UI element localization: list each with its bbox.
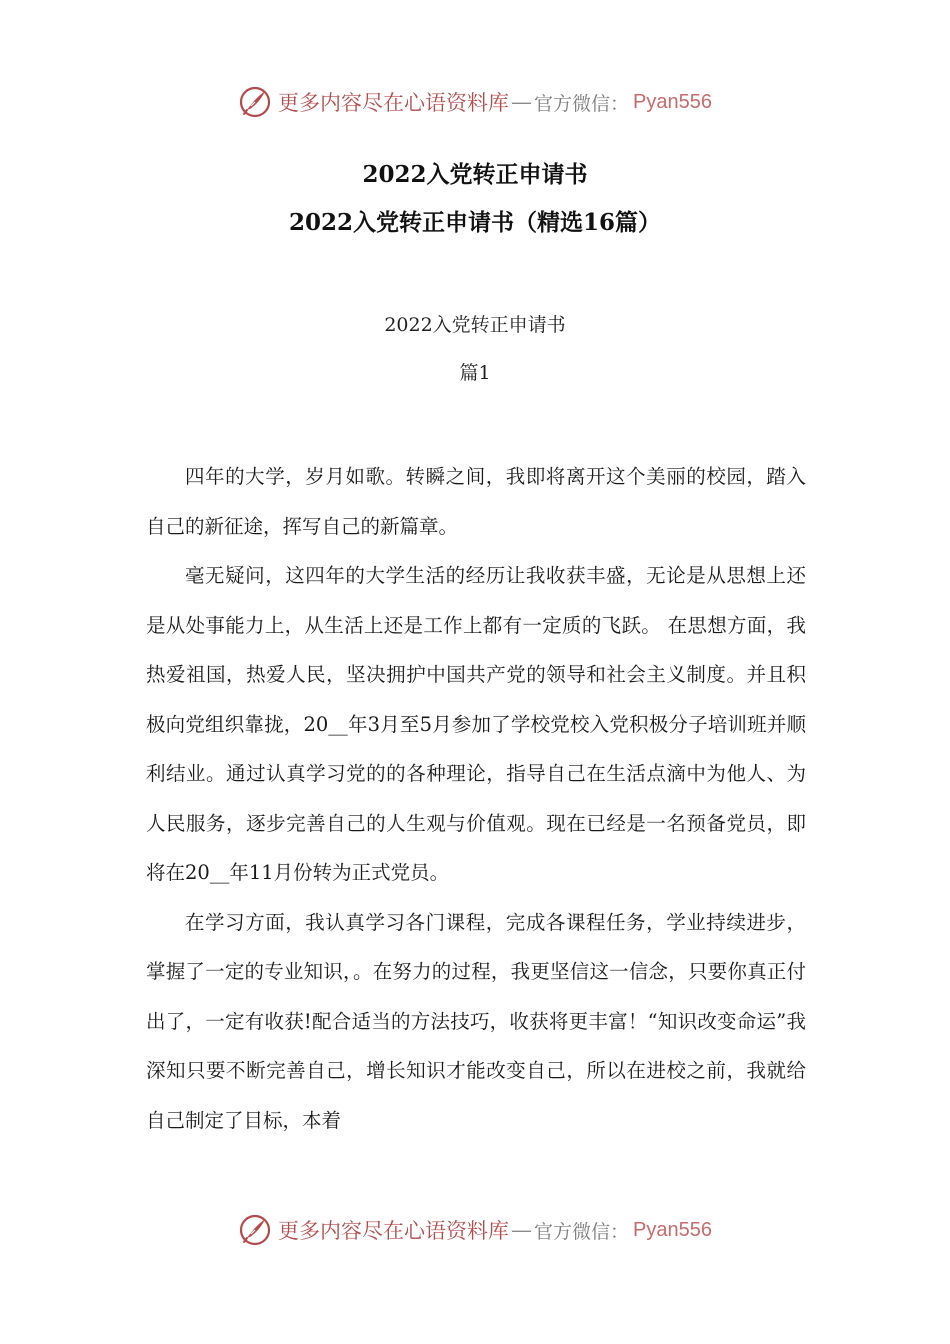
section-title: 2022入党转正申请书 bbox=[384, 314, 566, 336]
document-body bbox=[146, 452, 806, 1145]
watermark-text: 更多内容尽在心语资料库 bbox=[278, 91, 509, 115]
section-label: 篇1 bbox=[459, 362, 491, 384]
paragraph: 毫无疑问，这四年的大学生活的经历让我收获丰盛，无论是从思想上还是从处事能力上，从生活上还是工作上都有一定质的飞跃。 在思想方面，我热爱祖国，热爱人民，坚决拥护中国共产党的领导和社会主义制度。并且积极向党组织靠拢，20__年3月至5月参加了学校党校入党积极分子培训班并顺利结业。通过认真学习党的的各种理论，指导自己在生活点滴中为他人、为人民服务，逐步完善自己的人生观与价值观。现在已经是一名预备党员，即将在20__年11月份转为正式党员。 bbox=[146, 564, 806, 884]
paragraph: 在学习方面，我认真学习各门课程，完成各课程任务，学业持续进步，掌握了一定的专业知识，。在努力的过程，我更坚信这一信念，只要你真正付出了，一定有收获!配合适当的方法技巧，收获将更丰富！“知识改变命运”我深知只要不断完善自己，增长知识才能改变自己，所以在进校之前，我就给自己制定了目标，本着 bbox=[146, 910, 806, 1132]
watermark-wechat-id: Pyan556 bbox=[633, 1218, 712, 1241]
watermark-text: 更多内容尽在心语资料库 bbox=[278, 1219, 509, 1243]
watermark-wechat-label: 官方微信： bbox=[534, 92, 630, 115]
watermark-dash: — bbox=[511, 90, 532, 114]
watermark-wechat-label: 官方微信： bbox=[534, 1220, 630, 1243]
quill-logo-icon bbox=[238, 1213, 272, 1247]
watermark-banner-top bbox=[0, 82, 950, 122]
document-subtitle: 2022入党转正申请书（精选16篇） bbox=[288, 209, 662, 236]
watermark-wechat-id: Pyan556 bbox=[633, 90, 712, 113]
paragraph: 四年的大学，岁月如歌。转瞬之间，我即将离开这个美丽的校园，踏入自己的新征途，挥写自己的新篇章。 bbox=[146, 465, 806, 538]
document-title: 2022入党转正申请书 bbox=[362, 161, 588, 188]
quill-logo-icon bbox=[238, 85, 272, 119]
watermark-banner-bottom bbox=[0, 1210, 950, 1250]
watermark-dash: — bbox=[511, 1218, 532, 1242]
